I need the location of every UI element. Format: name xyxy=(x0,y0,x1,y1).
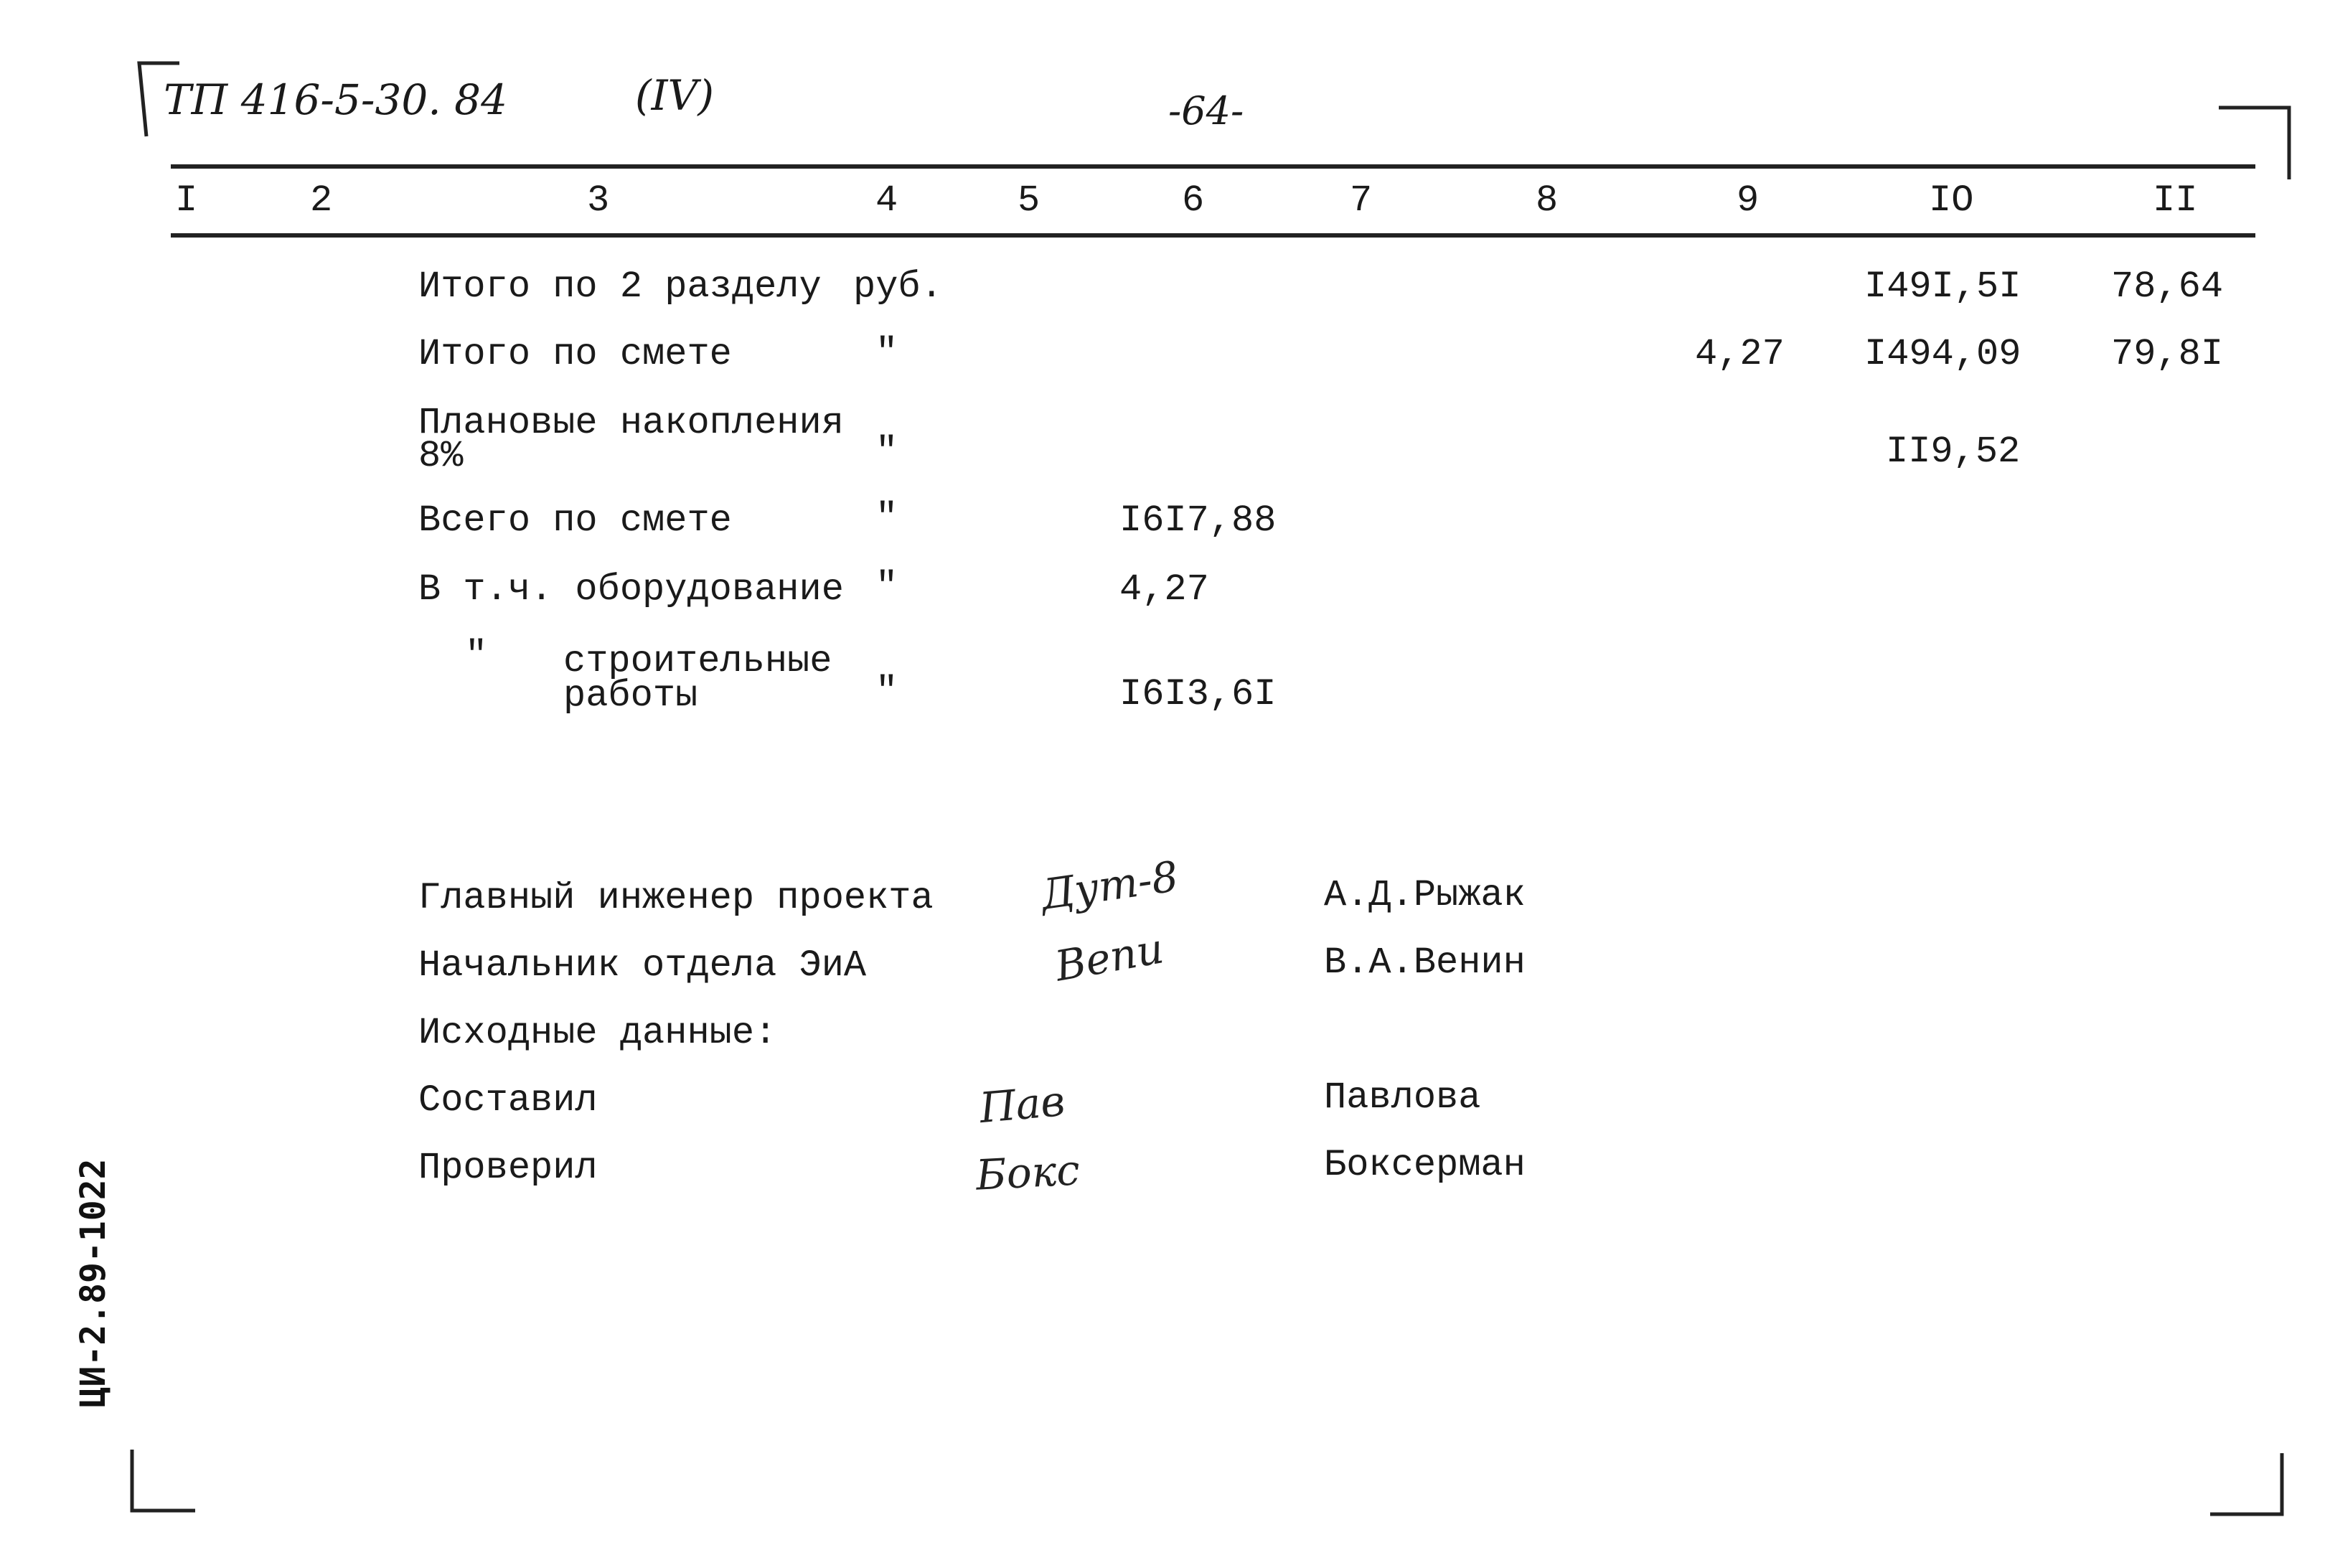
row-unit: " xyxy=(875,497,898,539)
row-label: Всего по смете xyxy=(418,499,732,542)
column-header: 5 xyxy=(1018,179,1040,222)
handwritten-signature: Вепи xyxy=(1051,924,1168,991)
cell-col10: II9,52 xyxy=(1886,431,2021,473)
column-header: 6 xyxy=(1182,179,1205,222)
row-unit: " xyxy=(875,670,898,713)
cell-col6: I6I7,88 xyxy=(1119,499,1277,542)
row-unit: " xyxy=(875,565,898,608)
cell-col6: 4,27 xyxy=(1119,568,1209,611)
column-header: I xyxy=(175,179,198,222)
signer-role: Проверил xyxy=(418,1147,598,1189)
row-label: Итого по смете xyxy=(418,333,732,375)
row-label-line2: работы xyxy=(563,675,698,717)
column-header: II xyxy=(2153,179,2198,222)
volume-label: (IV) xyxy=(635,71,715,120)
signer-role: Главный инженер проекта xyxy=(418,877,934,919)
row-unit: руб. xyxy=(853,266,943,308)
cell-col10: I494,09 xyxy=(1864,333,2021,375)
column-header: 7 xyxy=(1350,179,1373,222)
cell-col11: 79,8I xyxy=(2111,333,2224,375)
cell-col11: 78,64 xyxy=(2111,266,2224,308)
column-header: 9 xyxy=(1737,179,1760,222)
column-header: 8 xyxy=(1536,179,1559,222)
row-unit: " xyxy=(875,431,898,473)
signer-name: Боксерман xyxy=(1324,1144,1526,1186)
column-header: 2 xyxy=(310,179,333,222)
column-header: 4 xyxy=(875,179,898,222)
column-header: IO xyxy=(1929,179,1974,222)
column-header: 3 xyxy=(587,179,610,222)
signer-role: Начальник отдела ЭиА xyxy=(418,944,867,987)
signer-role: Составил xyxy=(418,1079,598,1122)
signer-name: А.Д.Рыжак xyxy=(1324,874,1526,916)
row-label: строительные xyxy=(563,640,832,682)
handwritten-signature: Дут-8 xyxy=(1038,851,1182,920)
handwritten-signature: Бокс xyxy=(974,1145,1081,1200)
row-label: В т.ч. оборудование xyxy=(418,568,844,611)
signer-name: В.А.Венин xyxy=(1324,942,1526,984)
signer-name: Павлова xyxy=(1324,1076,1481,1119)
row-label: Плановые накопления xyxy=(418,402,844,444)
row-label: Итого по 2 разделу xyxy=(418,266,822,308)
cell-col9: 4,27 xyxy=(1695,333,1785,375)
doc-code: ТП 416-5-30. 84 xyxy=(164,75,507,124)
signer-role: Исходные данные: xyxy=(418,1012,777,1054)
row-unit: " xyxy=(875,332,898,374)
ditto-mark: " xyxy=(465,634,488,677)
margin-stamp: ЦИ-2.89-1022 xyxy=(73,1158,113,1408)
handwritten-signature: Пав xyxy=(977,1076,1067,1133)
row-label-line2: 8% xyxy=(418,435,464,477)
cell-col6: I6I3,6I xyxy=(1119,673,1277,715)
cell-col10: I49I,5I xyxy=(1864,266,2021,308)
page-number: -64- xyxy=(1168,88,1244,133)
